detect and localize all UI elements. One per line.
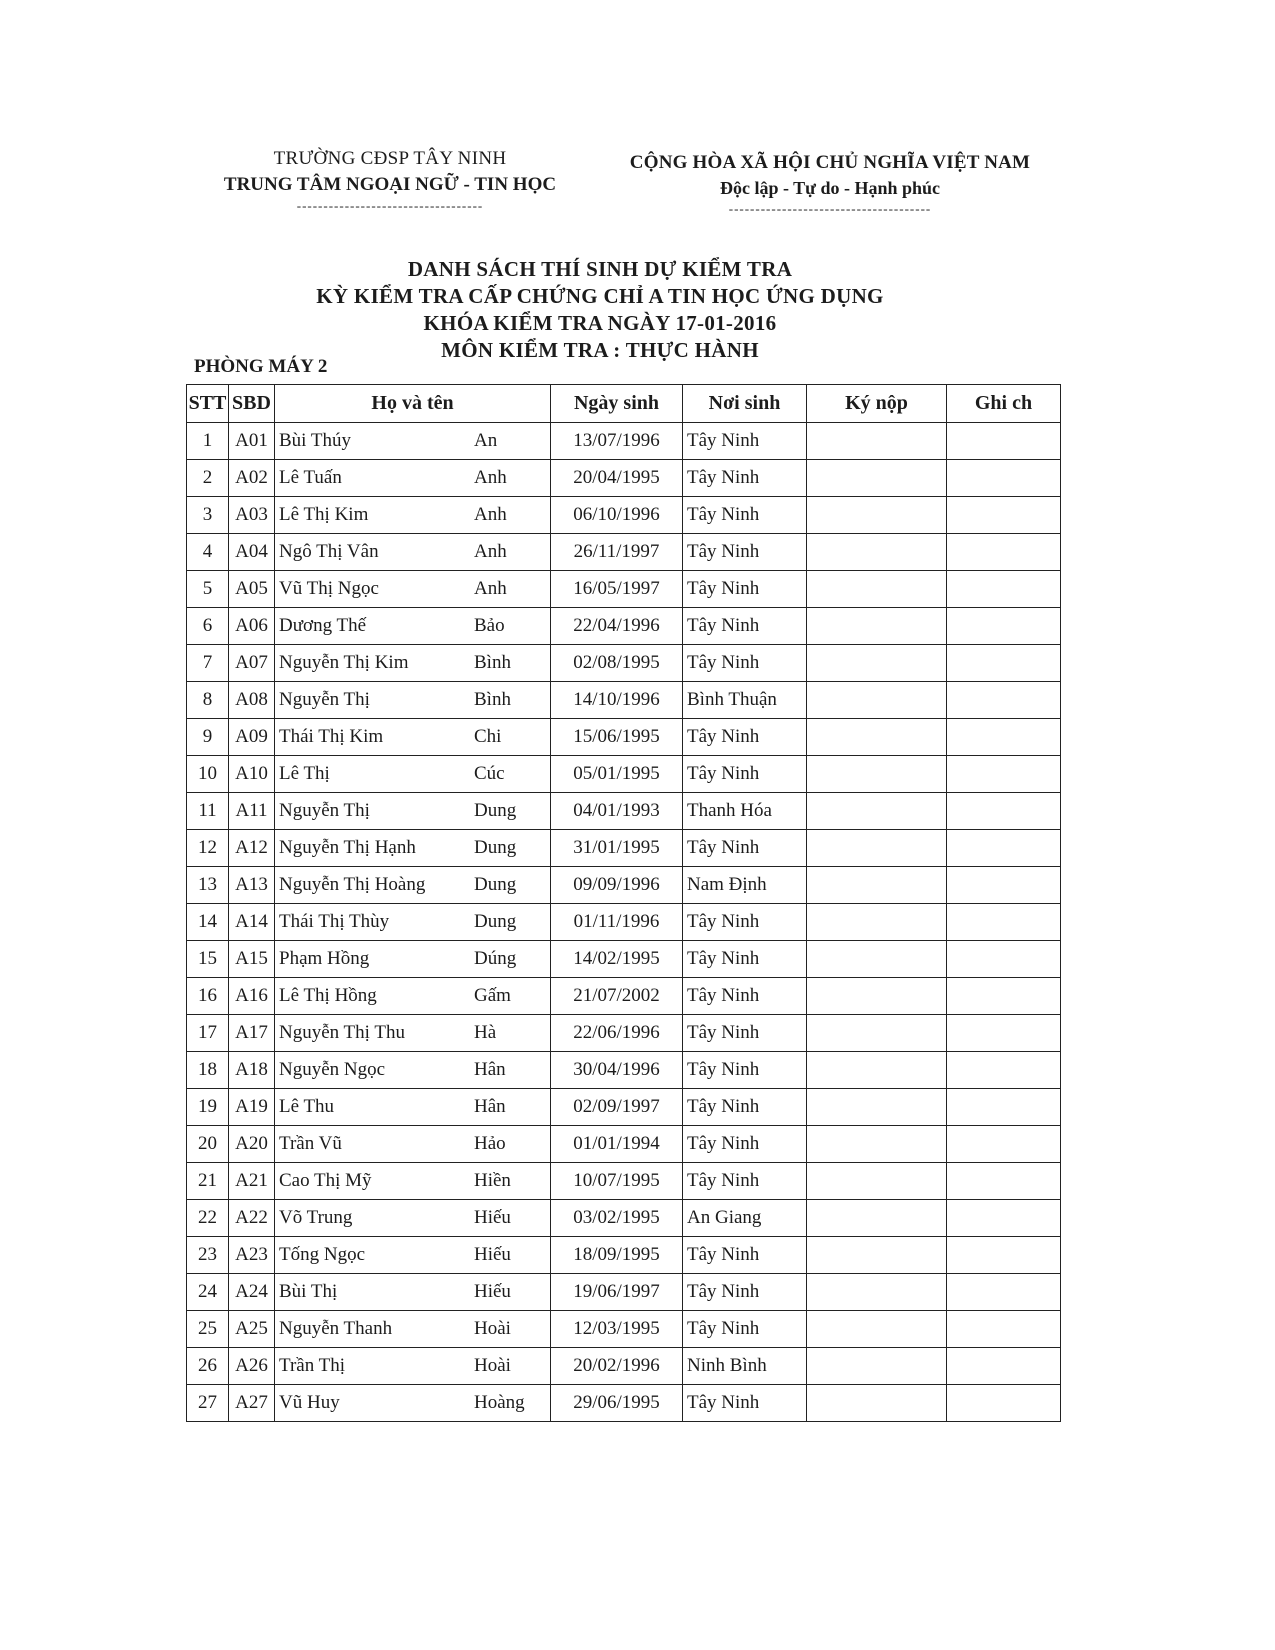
cell-dob: 09/09/1996	[551, 867, 683, 904]
cell-pob: Tây Ninh	[683, 756, 807, 793]
cell-dob: 30/04/1996	[551, 1052, 683, 1089]
cell-sbd: A26	[229, 1348, 275, 1385]
table-row	[187, 1163, 1061, 1200]
cell-sbd: A19	[229, 1089, 275, 1126]
cell-sign	[807, 793, 947, 830]
table-row	[187, 497, 1061, 534]
cell-name	[275, 867, 551, 904]
cell-pob: Tây Ninh	[683, 571, 807, 608]
cell-pob: Bình Thuận	[683, 682, 807, 719]
cell-sign	[807, 1311, 947, 1348]
cell-dob: 05/01/1995	[551, 756, 683, 793]
cell-note	[947, 1385, 1061, 1422]
cell-pob: Tây Ninh	[683, 978, 807, 1015]
cell-dob: 02/09/1997	[551, 1089, 683, 1126]
given-name: Anh	[474, 541, 507, 562]
cell-name	[275, 830, 551, 867]
center-name: TRUNG TÂM NGOẠI NGỮ - TIN HỌC	[223, 174, 557, 195]
given-name: Bình	[474, 652, 511, 673]
given-name: Bảo	[474, 615, 505, 636]
cell-sbd: A07	[229, 645, 275, 682]
cell-pob: Tây Ninh	[683, 719, 807, 756]
cell-note	[947, 1015, 1061, 1052]
header-left-divider: -----------------------------------	[296, 198, 484, 213]
family-name: Lê Thị Hồng	[279, 985, 377, 1006]
cell-sign	[807, 645, 947, 682]
cell-name	[275, 719, 551, 756]
document-title	[260, 256, 940, 364]
family-name: Ngô Thị Vân	[279, 541, 379, 562]
cell-sign	[807, 941, 947, 978]
cell-name	[275, 1274, 551, 1311]
cell-sbd: A24	[229, 1274, 275, 1311]
cell-dob: 18/09/1995	[551, 1237, 683, 1274]
cell-stt: 4	[187, 534, 229, 571]
cell-stt: 22	[187, 1200, 229, 1237]
cell-stt: 18	[187, 1052, 229, 1089]
cell-pob: Tây Ninh	[683, 1052, 807, 1089]
table-row	[187, 1200, 1061, 1237]
cell-pob: Tây Ninh	[683, 1163, 807, 1200]
given-name: Hà	[474, 1022, 497, 1043]
cell-note	[947, 1052, 1061, 1089]
cell-stt: 6	[187, 608, 229, 645]
cell-dob: 19/06/1997	[551, 1274, 683, 1311]
cell-pob: An Giang	[683, 1200, 807, 1237]
cell-pob: Tây Ninh	[683, 941, 807, 978]
cell-dob: 22/06/1996	[551, 1015, 683, 1052]
family-name: Trần Vũ	[279, 1133, 342, 1154]
table-body	[187, 423, 1061, 1422]
family-name: Cao Thị Mỹ	[279, 1170, 372, 1191]
cell-sbd: A15	[229, 941, 275, 978]
cell-sbd: A03	[229, 497, 275, 534]
cell-sbd: A09	[229, 719, 275, 756]
given-name: Dung	[474, 800, 517, 821]
cell-sign	[807, 1163, 947, 1200]
cell-stt: 25	[187, 1311, 229, 1348]
family-name: Nguyễn Thị Thu	[279, 1022, 405, 1043]
col-pob: Nơi sinh	[683, 385, 807, 423]
cell-stt: 11	[187, 793, 229, 830]
table-row	[187, 534, 1061, 571]
table-row	[187, 1089, 1061, 1126]
cell-note	[947, 1311, 1061, 1348]
family-name: Vũ Huy	[279, 1392, 340, 1413]
cell-name	[275, 1015, 551, 1052]
cell-pob: Tây Ninh	[683, 534, 807, 571]
cell-note	[947, 978, 1061, 1015]
table-row	[187, 1274, 1061, 1311]
cell-stt: 21	[187, 1163, 229, 1200]
cell-name	[275, 1200, 551, 1237]
table-header-row	[187, 385, 1061, 423]
cell-note	[947, 571, 1061, 608]
cell-sign	[807, 460, 947, 497]
table-row	[187, 978, 1061, 1015]
table-row	[187, 904, 1061, 941]
table-row	[187, 867, 1061, 904]
cell-pob: Tây Ninh	[683, 1311, 807, 1348]
cell-sbd: A05	[229, 571, 275, 608]
cell-name	[275, 941, 551, 978]
cell-pob: Tây Ninh	[683, 1126, 807, 1163]
family-name: Lê Thị Kim	[279, 504, 369, 525]
given-name: Anh	[474, 578, 507, 599]
cell-sbd: A02	[229, 460, 275, 497]
table-row	[187, 608, 1061, 645]
cell-note	[947, 793, 1061, 830]
cell-name	[275, 1089, 551, 1126]
cell-stt: 2	[187, 460, 229, 497]
cell-dob: 03/02/1995	[551, 1200, 683, 1237]
cell-sign	[807, 608, 947, 645]
cell-dob: 01/11/1996	[551, 904, 683, 941]
given-name: Hiền	[474, 1170, 511, 1191]
family-name: Thái Thị Thùy	[279, 911, 390, 932]
cell-sbd: A21	[229, 1163, 275, 1200]
cell-pob: Thanh Hóa	[683, 793, 807, 830]
cell-note	[947, 1237, 1061, 1274]
cell-pob: Tây Ninh	[683, 423, 807, 460]
family-name: Bùi Thúy	[279, 430, 351, 451]
country-name: CỘNG HÒA XÃ HỘI CHỦ NGHĨA VIỆT NAM	[629, 152, 1031, 173]
cell-sbd: A04	[229, 534, 275, 571]
cell-pob: Tây Ninh	[683, 1089, 807, 1126]
cell-stt: 20	[187, 1126, 229, 1163]
cell-stt: 1	[187, 423, 229, 460]
cell-note	[947, 645, 1061, 682]
cell-stt: 8	[187, 682, 229, 719]
cell-note	[947, 904, 1061, 941]
cell-note	[947, 1348, 1061, 1385]
cell-stt: 19	[187, 1089, 229, 1126]
table-row	[187, 1385, 1061, 1422]
given-name: Hiếu	[474, 1244, 511, 1265]
cell-sign	[807, 1015, 947, 1052]
given-name: An	[474, 430, 498, 451]
family-name: Nguyễn Thanh	[279, 1318, 393, 1339]
cell-stt: 23	[187, 1237, 229, 1274]
cell-name	[275, 460, 551, 497]
cell-pob: Tây Ninh	[683, 1385, 807, 1422]
cell-pob: Tây Ninh	[683, 608, 807, 645]
cell-sbd: A18	[229, 1052, 275, 1089]
cell-note	[947, 756, 1061, 793]
cell-name	[275, 978, 551, 1015]
given-name: Anh	[474, 467, 507, 488]
cell-dob: 20/04/1995	[551, 460, 683, 497]
cell-sign	[807, 867, 947, 904]
table-row	[187, 423, 1061, 460]
cell-name	[275, 608, 551, 645]
col-name: Họ và tên	[275, 385, 551, 423]
cell-note	[947, 1274, 1061, 1311]
cell-sbd: A17	[229, 1015, 275, 1052]
cell-pob: Nam Định	[683, 867, 807, 904]
cell-dob: 13/07/1996	[551, 423, 683, 460]
motto: Độc lập - Tự do - Hạnh phúc	[719, 178, 941, 198]
cell-note	[947, 1126, 1061, 1163]
cell-note	[947, 719, 1061, 756]
cell-stt: 27	[187, 1385, 229, 1422]
col-sign: Ký nộp	[807, 385, 947, 423]
cell-dob: 10/07/1995	[551, 1163, 683, 1200]
cell-note	[947, 867, 1061, 904]
cell-sign	[807, 423, 947, 460]
cell-dob: 22/04/1996	[551, 608, 683, 645]
given-name: Hân	[474, 1096, 506, 1117]
room-label: PHÒNG MÁY 2	[194, 356, 328, 377]
cell-dob: 14/10/1996	[551, 682, 683, 719]
cell-name	[275, 756, 551, 793]
cell-dob: 15/06/1995	[551, 719, 683, 756]
given-name: Hoài	[474, 1318, 511, 1339]
family-name: Thái Thị Kim	[279, 726, 384, 747]
family-name: Dương Thế	[279, 615, 367, 636]
cell-stt: 24	[187, 1274, 229, 1311]
cell-stt: 26	[187, 1348, 229, 1385]
given-name: Cúc	[474, 763, 505, 784]
cell-sbd: A11	[229, 793, 275, 830]
cell-stt: 17	[187, 1015, 229, 1052]
table-row	[187, 1348, 1061, 1385]
table-row	[187, 793, 1061, 830]
title-line-1: DANH SÁCH THÍ SINH DỰ KIỂM TRA	[407, 257, 793, 281]
family-name: Võ Trung	[279, 1207, 353, 1228]
cell-sbd: A16	[229, 978, 275, 1015]
cell-name	[275, 1348, 551, 1385]
cell-note	[947, 1163, 1061, 1200]
cell-name	[275, 1385, 551, 1422]
cell-note	[947, 608, 1061, 645]
cell-pob: Tây Ninh	[683, 460, 807, 497]
cell-name	[275, 571, 551, 608]
cell-pob: Tây Ninh	[683, 497, 807, 534]
family-name: Nguyễn Thị Kim	[279, 652, 409, 673]
cell-sign	[807, 719, 947, 756]
given-name: Hảo	[474, 1133, 506, 1154]
cell-name	[275, 1126, 551, 1163]
cell-sign	[807, 497, 947, 534]
cell-sbd: A12	[229, 830, 275, 867]
given-name: Anh	[474, 504, 507, 525]
cell-stt: 15	[187, 941, 229, 978]
cell-sign	[807, 534, 947, 571]
cell-name	[275, 534, 551, 571]
family-name: Trần Thị	[279, 1355, 345, 1376]
cell-pob: Ninh Bình	[683, 1348, 807, 1385]
header-right-divider: --------------------------------------	[728, 201, 932, 216]
table-row	[187, 830, 1061, 867]
cell-note	[947, 423, 1061, 460]
cell-stt: 14	[187, 904, 229, 941]
family-name: Nguyễn Thị Hoàng	[279, 874, 426, 895]
table-row	[187, 645, 1061, 682]
cell-sign	[807, 830, 947, 867]
cell-sbd: A13	[229, 867, 275, 904]
cell-dob: 02/08/1995	[551, 645, 683, 682]
given-name: Dung	[474, 874, 517, 895]
table-row	[187, 1052, 1061, 1089]
family-name: Nguyễn Thị	[279, 689, 370, 710]
cell-sign	[807, 1200, 947, 1237]
cell-sign	[807, 978, 947, 1015]
cell-dob: 14/02/1995	[551, 941, 683, 978]
cell-sign	[807, 756, 947, 793]
cell-sbd: A23	[229, 1237, 275, 1274]
given-name: Hoàng	[474, 1392, 525, 1413]
cell-pob: Tây Ninh	[683, 904, 807, 941]
cell-dob: 16/05/1997	[551, 571, 683, 608]
cell-stt: 3	[187, 497, 229, 534]
table-row	[187, 941, 1061, 978]
family-name: Nguyễn Thị	[279, 800, 370, 821]
cell-note	[947, 460, 1061, 497]
cell-name	[275, 497, 551, 534]
cell-dob: 31/01/1995	[551, 830, 683, 867]
col-sbd: SBD	[229, 385, 275, 423]
given-name: Hiếu	[474, 1281, 511, 1302]
cell-sbd: A10	[229, 756, 275, 793]
cell-dob: 06/10/1996	[551, 497, 683, 534]
given-name: Gấm	[474, 985, 511, 1006]
given-name: Hân	[474, 1059, 506, 1080]
cell-dob: 29/06/1995	[551, 1385, 683, 1422]
table-row	[187, 1126, 1061, 1163]
cell-pob: Tây Ninh	[683, 830, 807, 867]
table-row	[187, 571, 1061, 608]
cell-sbd: A08	[229, 682, 275, 719]
cell-dob: 01/01/1994	[551, 1126, 683, 1163]
candidate-table	[186, 384, 1061, 1422]
col-dob: Ngày sinh	[551, 385, 683, 423]
table-row	[187, 719, 1061, 756]
cell-sbd: A06	[229, 608, 275, 645]
cell-sign	[807, 1052, 947, 1089]
cell-stt: 13	[187, 867, 229, 904]
cell-dob: 21/07/2002	[551, 978, 683, 1015]
header-right	[620, 152, 1040, 217]
family-name: Nguyễn Thị Hạnh	[279, 837, 416, 858]
cell-dob: 20/02/1996	[551, 1348, 683, 1385]
table-row	[187, 756, 1061, 793]
cell-note	[947, 830, 1061, 867]
cell-name	[275, 793, 551, 830]
cell-note	[947, 534, 1061, 571]
given-name: Hiếu	[474, 1207, 511, 1228]
cell-sign	[807, 1089, 947, 1126]
cell-dob: 12/03/1995	[551, 1311, 683, 1348]
cell-sbd: A14	[229, 904, 275, 941]
family-name: Lê Thu	[279, 1096, 335, 1117]
cell-name	[275, 1052, 551, 1089]
cell-stt: 16	[187, 978, 229, 1015]
given-name: Dung	[474, 837, 517, 858]
cell-sbd: A25	[229, 1311, 275, 1348]
given-name: Dúng	[474, 948, 517, 969]
cell-sbd: A22	[229, 1200, 275, 1237]
cell-sign	[807, 1126, 947, 1163]
family-name: Lê Thị	[279, 763, 330, 784]
cell-stt: 5	[187, 571, 229, 608]
cell-stt: 12	[187, 830, 229, 867]
cell-stt: 10	[187, 756, 229, 793]
col-stt: STT	[187, 385, 229, 423]
given-name: Dung	[474, 911, 517, 932]
table-row	[187, 1311, 1061, 1348]
cell-dob: 26/11/1997	[551, 534, 683, 571]
cell-name	[275, 645, 551, 682]
cell-sbd: A27	[229, 1385, 275, 1422]
family-name: Nguyễn Ngọc	[279, 1059, 386, 1080]
family-name: Lê Tuấn	[279, 467, 342, 488]
cell-note	[947, 682, 1061, 719]
cell-sign	[807, 1274, 947, 1311]
family-name: Phạm Hồng	[279, 948, 370, 969]
cell-sign	[807, 904, 947, 941]
cell-note	[947, 1200, 1061, 1237]
col-note: Ghi ch	[947, 385, 1061, 423]
cell-pob: Tây Ninh	[683, 1274, 807, 1311]
table-row	[187, 1237, 1061, 1274]
cell-sign	[807, 571, 947, 608]
cell-sbd: A20	[229, 1126, 275, 1163]
cell-sign	[807, 1237, 947, 1274]
cell-pob: Tây Ninh	[683, 645, 807, 682]
cell-note	[947, 941, 1061, 978]
cell-name	[275, 423, 551, 460]
title-line-3: KHÓA KIỂM TRA NGÀY 17-01-2016	[423, 311, 777, 335]
title-line-2: KỲ KIỂM TRA CẤP CHỨNG CHỈ A TIN HỌC ỨNG DỤNG	[316, 284, 884, 308]
cell-name	[275, 682, 551, 719]
table-row	[187, 460, 1061, 497]
cell-sign	[807, 1385, 947, 1422]
cell-pob: Tây Ninh	[683, 1237, 807, 1274]
cell-sbd: A01	[229, 423, 275, 460]
cell-pob: Tây Ninh	[683, 1015, 807, 1052]
given-name: Bình	[474, 689, 511, 710]
family-name: Tống Ngọc	[279, 1244, 366, 1265]
cell-name	[275, 904, 551, 941]
table-row	[187, 682, 1061, 719]
cell-sign	[807, 682, 947, 719]
cell-name	[275, 1311, 551, 1348]
given-name: Chi	[474, 726, 502, 747]
family-name: Bùi Thị	[279, 1281, 338, 1302]
given-name: Hoài	[474, 1355, 511, 1376]
family-name: Vũ Thị Ngọc	[279, 578, 379, 599]
cell-dob: 04/01/1993	[551, 793, 683, 830]
cell-stt: 9	[187, 719, 229, 756]
cell-stt: 7	[187, 645, 229, 682]
cell-note	[947, 497, 1061, 534]
cell-name	[275, 1163, 551, 1200]
title-line-4: MÔN KIỂM TRA : THỰC HÀNH	[441, 338, 759, 362]
header-left	[200, 148, 580, 214]
table-row	[187, 1015, 1061, 1052]
cell-sign	[807, 1348, 947, 1385]
school-name: TRƯỜNG CĐSP TÂY NINH	[273, 148, 507, 169]
cell-name	[275, 1237, 551, 1274]
cell-note	[947, 1089, 1061, 1126]
